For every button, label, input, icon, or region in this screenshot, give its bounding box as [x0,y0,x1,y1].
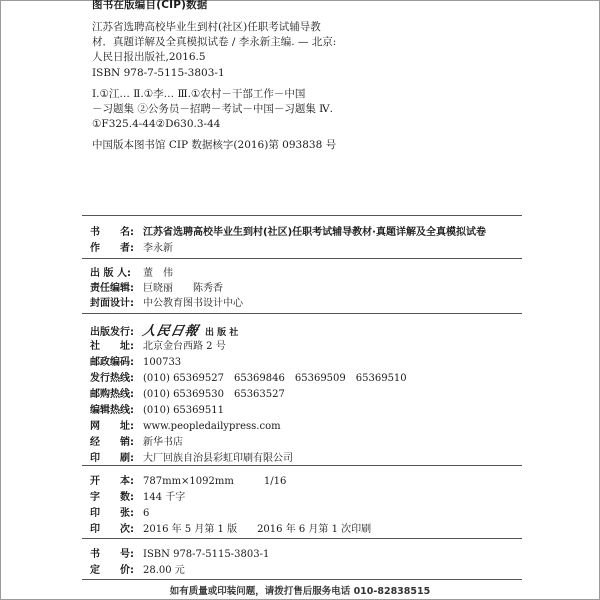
edition-row [90,520,371,535]
book-title-row [90,223,486,238]
divider [82,258,522,259]
field-label: 开 本: [90,476,134,487]
printer-row [90,449,293,464]
cip-subject-line: －习题集 ②公务员－招聘－考试－中国－习题集 Ⅳ. [92,102,334,115]
field-label: 邮政编码: [90,357,134,368]
field-label: 邮购热线: [90,389,134,400]
isbn-row [90,545,269,560]
field-label: 经 销: [90,437,134,448]
cip-line: ISBN 978-7-5115-3803-1 [92,66,225,79]
field-value: (010) 65369530 65363527 [143,389,285,400]
cip-line: 江苏省选聘高校毕业生到村(社区)任职考试辅导教 [92,21,321,33]
cip-line: 材．真题详解及全真模拟试卷 / 李永新主编. — 北京: [92,36,337,49]
word-count-row [90,488,185,503]
price-row [90,561,185,576]
field-label: 网 址: [90,421,134,432]
cover-design-row [90,294,243,309]
format-row [90,472,286,487]
field-value: 大厂回族自治县彩虹印刷有限公司 [143,453,293,464]
price-value: 28.00 元 [143,565,185,576]
website-row [90,417,281,432]
publisher-person-row [90,264,173,279]
address-row [90,337,226,352]
field-label: 印 张: [90,508,134,519]
field-label: 出 版 人: [90,268,131,279]
field-label: 社 址: [90,341,134,352]
field-value: 6 [143,508,150,519]
after-sales-notice: 如有质量或印装问题，请拨打售后服务电话 010-82838515 [169,586,431,597]
field-label: 印 次: [90,524,134,535]
author-row [90,239,173,254]
distributor-row [90,433,183,448]
divider [82,579,522,580]
distribution-hotline-row [90,369,407,384]
field-value: 100733 [143,357,182,368]
divider [82,215,522,216]
field-label: 封面设计: [90,298,134,309]
cip-subject-line: Ⅰ.①江… Ⅱ.①李… Ⅲ.①农村－干部工作－中国 [92,87,306,100]
field-label: 书 名: [90,227,134,238]
isbn-value: ISBN 978-7-5115-3803-1 [143,549,270,560]
field-label: 编辑热线: [90,405,134,416]
field-label: 定 价: [90,565,134,576]
divider [82,313,522,314]
field-label: 出版发行: [90,327,134,338]
field-value: (010) 65369511 [143,405,224,416]
publisher-suffix: 出 版 社 [205,328,239,338]
cip-record [92,20,532,154]
cip-line: 人民日报出版社,2016.5 [92,51,206,64]
field-value: 北京金台西路 2 号 [143,341,226,352]
field-value: 144 千字 [143,492,186,503]
field-label: 印 刷: [90,453,134,464]
editor-row [90,279,223,294]
field-value: 巨晓丽 陈秀香 [143,283,223,294]
print-sheets-row [90,504,149,519]
field-value: 新华书店 [143,437,183,448]
publisher-logo: 人民日報 [140,324,201,339]
author-name: 李永新 [143,243,173,254]
cip-subject-line: ①F325.4-44②D630.3-44 [92,118,221,131]
field-value: 2016 年 5 月第 1 版 2016 年 6 月第 1 次印刷 [143,524,372,535]
field-label: 发行热线: [90,373,134,384]
field-value: 787mm×1092mm 1/16 [143,476,287,487]
cip-verification: 中国版本图书馆 CIP 数据核字(2016)第 093838 号 [92,139,337,152]
postcode-row [90,353,181,368]
divider [82,465,522,466]
field-value: (010) 65369527 65369846 65369509 65369510 [143,373,407,384]
website-link: www.peopledailypress.com [143,421,281,432]
field-label: 责任编辑: [90,283,134,294]
field-value: 董 伟 [143,268,173,279]
cip-title: 图书在版编目(CIP)数据 [92,0,208,11]
field-label: 书 号: [90,549,134,560]
editorial-hotline-row [90,401,224,416]
divider [82,538,522,539]
field-value: 中公教育图书设计中心 [143,298,243,309]
book-title: 江苏省选聘高校毕业生到村(社区)任职考试辅导教材·真题详解及全真模拟试卷 [143,227,486,238]
mail-order-hotline-row [90,385,285,400]
field-label: 作 者: [90,243,134,254]
field-label: 字 数: [90,492,134,503]
